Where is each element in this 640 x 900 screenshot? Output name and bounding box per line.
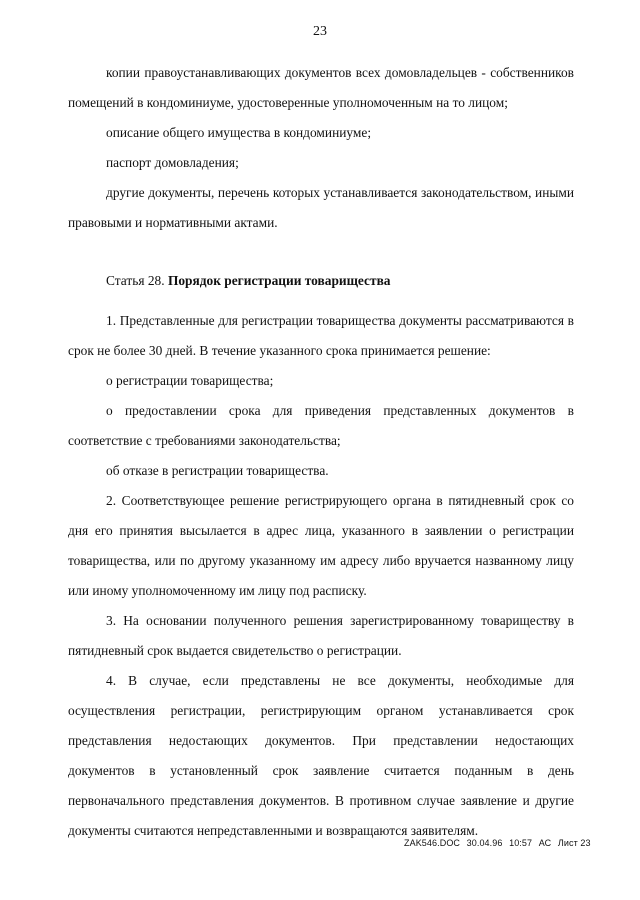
article-label: Статья 28. <box>106 273 165 288</box>
paragraph-3: 3. На основании полученного решения зарегистрированному товариществу в пятидневный срок выдается свидетельство о регистрации. <box>68 613 574 658</box>
footer-initials: АС <box>538 838 552 848</box>
article-heading-block <box>68 266 574 296</box>
list-item-passport: паспорт домовладения; <box>106 155 239 170</box>
paragraph-4: 4. В случае, если представлены не все документы, необходимые для осуществления регистрации, регистрирующим органом устанавливается срок представления недостающих документов. При представлении недостающих документов в установленный срок заявление считается поданным в день первоначального представления документов. В противном случае заявление и другие документы считаются непредставленными и возвращаются заявителям. <box>68 673 574 838</box>
article-title: Порядок регистрации товарищества <box>167 273 391 288</box>
paragraph-1-option-refusal: об отказе в регистрации товарищества. <box>106 463 329 478</box>
document-list-top <box>68 58 574 238</box>
footer-time: 10:57 <box>509 838 533 848</box>
footer-date: 30.04.96 <box>466 838 503 848</box>
paragraph-1: 1. Представленные для регистрации товарищества документы рассматриваются в срок не более 30 дней. В течение указанного срока принимается решение: <box>68 313 574 358</box>
paragraph-2: 2. Соответствующее решение регистрирующего органа в пятидневный срок со дня его принятия высылается в адрес лица, указанного в заявлении о регистрации товарищества, или по другому указанному им адресу либо вручается названному лицу или иному уполномоченному им лицу под расписку. <box>68 493 574 598</box>
page-number: 23 <box>313 24 327 39</box>
article-body <box>68 306 574 846</box>
paragraph-1-option-registration: о регистрации товарищества; <box>106 373 274 388</box>
list-item-other-documents: другие документы, перечень которых устанавливается законодательством, иными правовыми и нормативными актами. <box>68 185 574 230</box>
list-item-common-property: описание общего имущества в кондоминиуме; <box>106 125 372 140</box>
footer-file-name: ZAK546.DOC <box>404 838 461 848</box>
page-footer <box>404 838 595 848</box>
paragraph-1-option-extension: о предоставлении срока для приведения представленных документов в соответствие с требованиями законодательства; <box>68 403 574 448</box>
footer-sheet: Лист 23 <box>557 838 591 848</box>
list-item-ownership-documents: копии правоустанавливающих документов всех домовладельцев - собственников помещений в кондоминиуме, удостоверенные уполномоченным на то лицом; <box>68 65 574 110</box>
article-heading <box>68 266 574 296</box>
